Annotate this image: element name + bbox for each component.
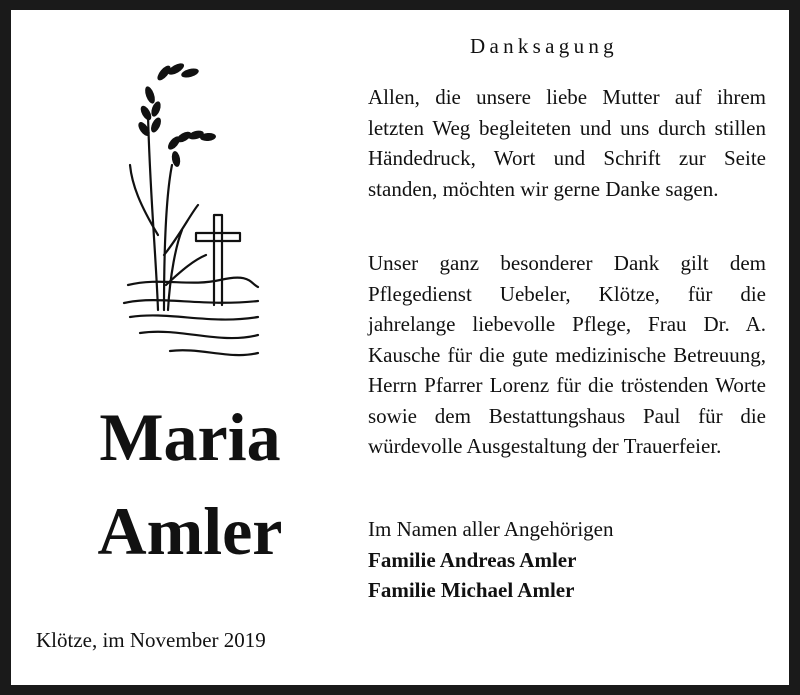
signature-intro: Im Namen aller Angehörigen	[368, 517, 614, 541]
deceased-first-name: Maria	[99, 399, 281, 475]
heading: Danksagung	[470, 34, 618, 58]
thanks-paragraph-2: Unser ganz besonderer Dank gilt dem Pflegedienst Uebeler, Klötze, für die jahrelange liebevolle Pflege, Frau Dr. A. Kausche für die gute medizinische Betreuung, Herrn Pfarrer Lorenz für die tröstenden Worte sowie dem Bestattungshaus Paul für die würdevolle Ausgestaltung der Trauerfeier.	[368, 251, 766, 458]
signatory: Familie Andreas Amler	[368, 547, 577, 572]
signature-block	[368, 514, 614, 606]
wheat-and-cross-icon	[120, 55, 260, 385]
thanks-paragraph-1: Allen, die unsere liebe Mutter auf ihrem letzten Weg begleiteten und uns durch stillen Händedruck, Wort und Schrift zur Seite standen, möchten wir gerne Danke sagen.	[368, 85, 766, 201]
signatory: Familie Michael Amler	[368, 578, 575, 602]
deceased-last-name: Amler	[97, 493, 283, 569]
place-date: Klötze, im November 2019	[36, 628, 266, 652]
